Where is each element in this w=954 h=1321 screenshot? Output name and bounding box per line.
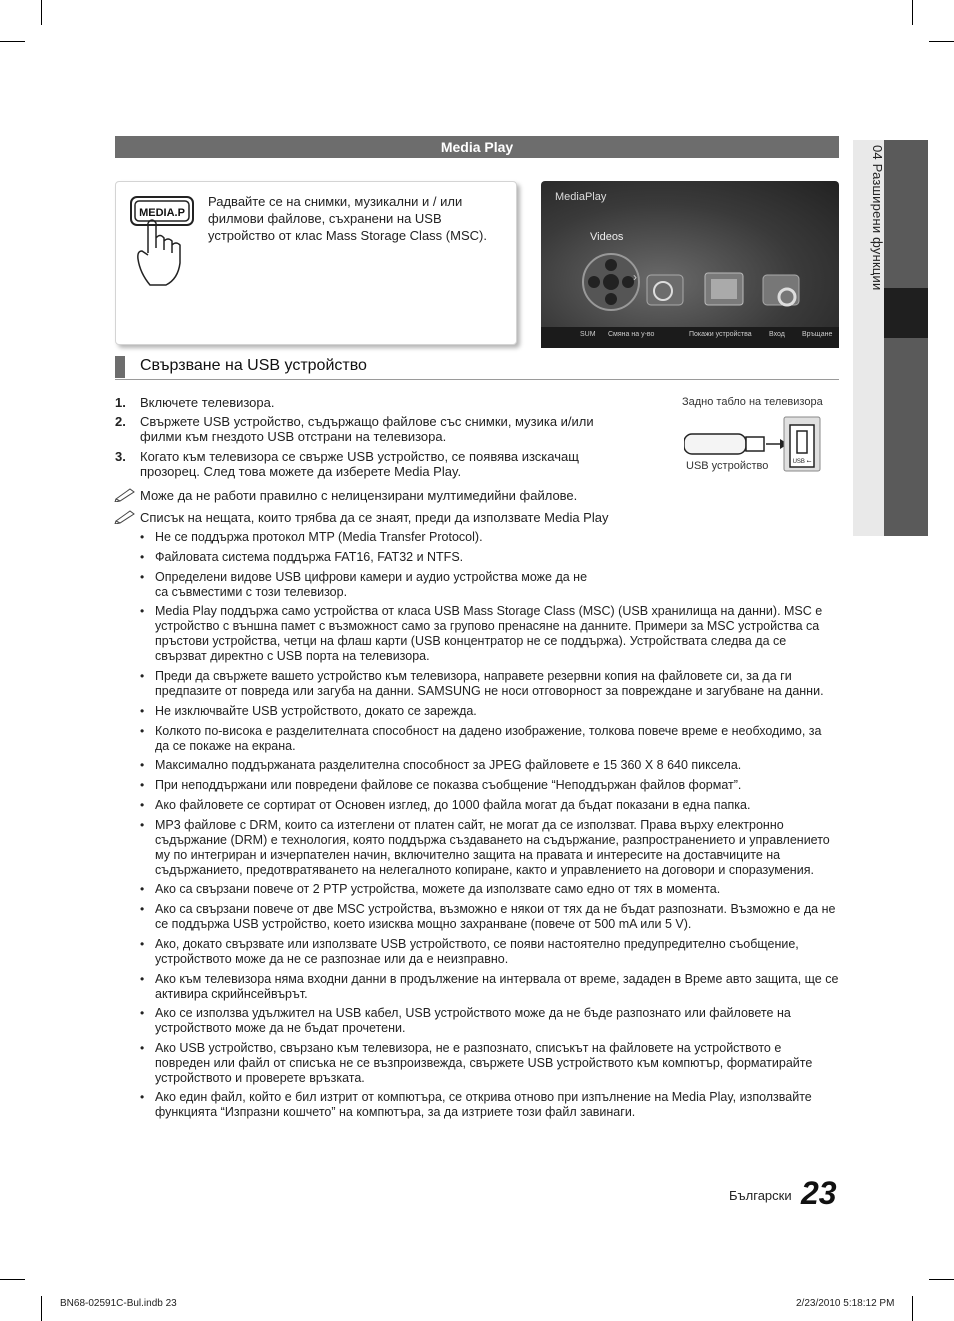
bullet-item: Ако към телевизора няма входни данни в продължение на интервала от време, зададен в Време авто защита, ще се активира скрийнсейвърът. <box>155 972 839 1001</box>
bullet-item: MP3 файлове с DRM, които са изтеглени от платен сайт, не могат да се използват. Права върху електронно съдържание (DRM) е технология, която поддържа създаването на съдържание, разпространението и управлението му по интегриран и изчерпателен начин, включително защита на правата и интересите на доставчиците на съдържанието, предотвратяването на нелегалното копиране, както и управлението на договори и споразумения. <box>155 818 830 877</box>
media-icons <box>541 181 839 348</box>
bullet-item: Не изключвайте USB устройството, докато се зарежда. <box>155 704 477 718</box>
step-number: 2. <box>115 414 126 429</box>
chapter-tab-label: 04 Разширени функции <box>870 145 885 291</box>
media-p-button-label: MEDIA.P <box>139 207 185 219</box>
remote-button-hand-icon <box>128 193 198 288</box>
bullet-dot: • <box>140 778 145 792</box>
step-number: 1. <box>115 395 126 410</box>
bullet-dot: • <box>140 937 145 951</box>
bullet-dot: • <box>140 758 145 772</box>
bullet-item: Не се поддържа протокол MTP (Media Transfer Protocol). <box>155 530 483 544</box>
page-language: Български <box>729 1188 792 1203</box>
bullet-dot: • <box>140 882 145 896</box>
crop-mark <box>929 41 954 42</box>
bullet-item: Преди да свържете вашето устройство към телевизора, направете резервни копия на файловете си, за да ги предпазите от повреда или загуба на данни. SAMSUNG не носи отговорност за повреждане и загубване на данни. <box>155 669 824 698</box>
usb-port-icon <box>797 431 807 453</box>
bullet-dot: • <box>140 1006 145 1020</box>
tv-footer-item: Връщане <box>802 331 833 338</box>
bullet-item: Ако са свързани повече от две MSC устройства, възможно е някои от тях да не бъдат разпознати. Възможно е да не се поддържа USB устройство, което изисква мощно захранване (повече от 500 mA или 5 V). <box>155 902 836 931</box>
section-header-bar: Media Play <box>115 136 839 158</box>
section-divider <box>115 379 839 380</box>
print-date-info: 2/23/2010 5:18:12 PM <box>796 1298 895 1309</box>
intro-text: Радвайте се на снимки, музикални и / или филмови файлове, съхранени на USB устройство от клас Mass Storage Class (MSC). <box>208 194 487 243</box>
bullet-item: Ако един файл, който е бил изтрит от компютъра, се открива отново при изпълнение на Media Play, използвайте функцията “Изпразни кошчето” на компютъра, за да изтриете този файл завинаги. <box>155 1090 812 1119</box>
tv-footer-item: Вход <box>769 331 785 338</box>
bullet-item: Максимално поддържаната разделителна способност за JPEG файловете е 15 360 X 8 640 пиксела. <box>155 758 742 772</box>
tv-menu-selected: Videos <box>590 231 624 243</box>
section-marker <box>115 356 125 378</box>
svg-text:›: › <box>633 270 637 284</box>
bullet-dot: • <box>140 704 145 718</box>
crop-mark <box>912 0 913 25</box>
bullet-dot: • <box>140 818 145 832</box>
chapter-tab-block-active <box>884 288 928 338</box>
bullet-item: Ако, докато свързвате или използвате USB устройството, се появи настоятелно предупредително съобщение, устройството може да не се разпознае или да е неизправно. <box>155 937 799 966</box>
bullet-item: При неподдържани или повредени файлове се показва съобщение “Неподдържан файлов формат”. <box>155 778 742 792</box>
bullet-dot: • <box>140 550 145 564</box>
bullet-dot: • <box>140 798 145 812</box>
bullet-dot: • <box>140 902 145 916</box>
bullet-item: Ако файловете се сортират от Основен изглед, до 1000 файла могат да бъдат показани в една папка. <box>155 798 751 812</box>
note-text: Може да не работи правилно с нелицензирани мултимедийни файлове. <box>140 488 578 503</box>
step-text: Свържете USB устройство, съдържащо файлове със снимки, музика и/или филми към гнездото USB отстрани на телевизора. <box>140 414 594 444</box>
crop-mark <box>41 1296 42 1321</box>
section-title: Свързване на USB устройство <box>140 357 367 374</box>
diagram-usb-label: USB устройство <box>686 460 769 472</box>
bullet-item: Ако USB устройство, свързано към телевизора, не е разпознато, списъкът на файловете на устройството е повреден или файл от списъка не се възпроизвежда, свържете USB устройството към компютър, форматирайте устройството и проверете връзката. <box>155 1041 813 1085</box>
usb-stick-icon <box>684 434 746 454</box>
bullet-dot: • <box>140 530 145 544</box>
crop-mark <box>929 1279 954 1280</box>
step-number: 3. <box>115 449 126 464</box>
note-pencil-icon <box>114 486 136 502</box>
crop-mark <box>0 41 25 42</box>
note-text: Списък на нещата, които трябва да се знаят, преди да използвате Media Play <box>140 510 609 525</box>
crop-mark <box>0 1279 25 1280</box>
chapter-tab-block <box>884 140 928 288</box>
bullet-item: Колкото по-висока е разделителната способност на дадено изображение, толкова повече време е необходимо, за да се покаже на екрана. <box>155 724 822 753</box>
bullet-item: Media Play поддържа само устройства от класа USB Mass Storage Class (MSC) (USB хранилища на данни). MSC е устройство с външна памет с възможност само за групово пренасяне на данните. Примери за MSC устройства са пръстови устройства, четци на флаш карти (USB концентратор не се поддържа). Устройствата следва да се свързват директно с USB порта на телевизора. <box>155 604 823 663</box>
print-file-info: BN68-02591C-Bul.indb 23 <box>60 1298 177 1309</box>
step-text: Включете телевизора. <box>140 395 275 410</box>
tv-menu-title: MediaPlay <box>555 191 607 203</box>
bullet-dot: • <box>140 724 145 738</box>
usb-port-label: USB ⭠ <box>792 459 812 465</box>
bullet-dot: • <box>140 669 145 683</box>
bullet-dot: • <box>140 1041 145 1055</box>
bullet-item: Определени видове USB цифрови камери и аудио устройства може да не са съвместими с този телевизор. <box>155 570 588 599</box>
diagram-tv-back-label: Задно табло на телевизора <box>682 396 823 408</box>
bullet-dot: • <box>140 972 145 986</box>
bullet-item: Файловата система поддържа FAT16, FAT32 и NTFS. <box>155 550 464 564</box>
crop-mark <box>41 0 42 25</box>
tv-footer-item: Смяна на у-во <box>608 331 655 338</box>
tv-menu-screenshot <box>541 181 839 348</box>
bullet-dot: • <box>140 570 145 584</box>
bullet-item: Ако се използва удължител на USB кабел, USB устройството може да не бъде разпознато или файловете на устройството може да не бъдат прочетени. <box>155 1006 791 1035</box>
note-pencil-icon <box>114 508 136 524</box>
bullet-dot: • <box>140 604 145 618</box>
tv-footer-item: SUM <box>580 331 596 338</box>
tv-footer-item: Покажи устройства <box>689 331 752 338</box>
bullet-item: Ако са свързани повече от 2 PTP устройства, можете да използвате само едно от тях в момента. <box>155 882 721 896</box>
page-number: 23 <box>801 1175 837 1211</box>
crop-mark <box>912 1296 913 1321</box>
step-text: Когато към телевизора се свърже USB устройство, се появява изскачащ прозорец. След това можете да изберете Media Play. <box>140 449 579 479</box>
bullet-dot: • <box>140 1090 145 1104</box>
chapter-tab-block <box>884 338 928 536</box>
